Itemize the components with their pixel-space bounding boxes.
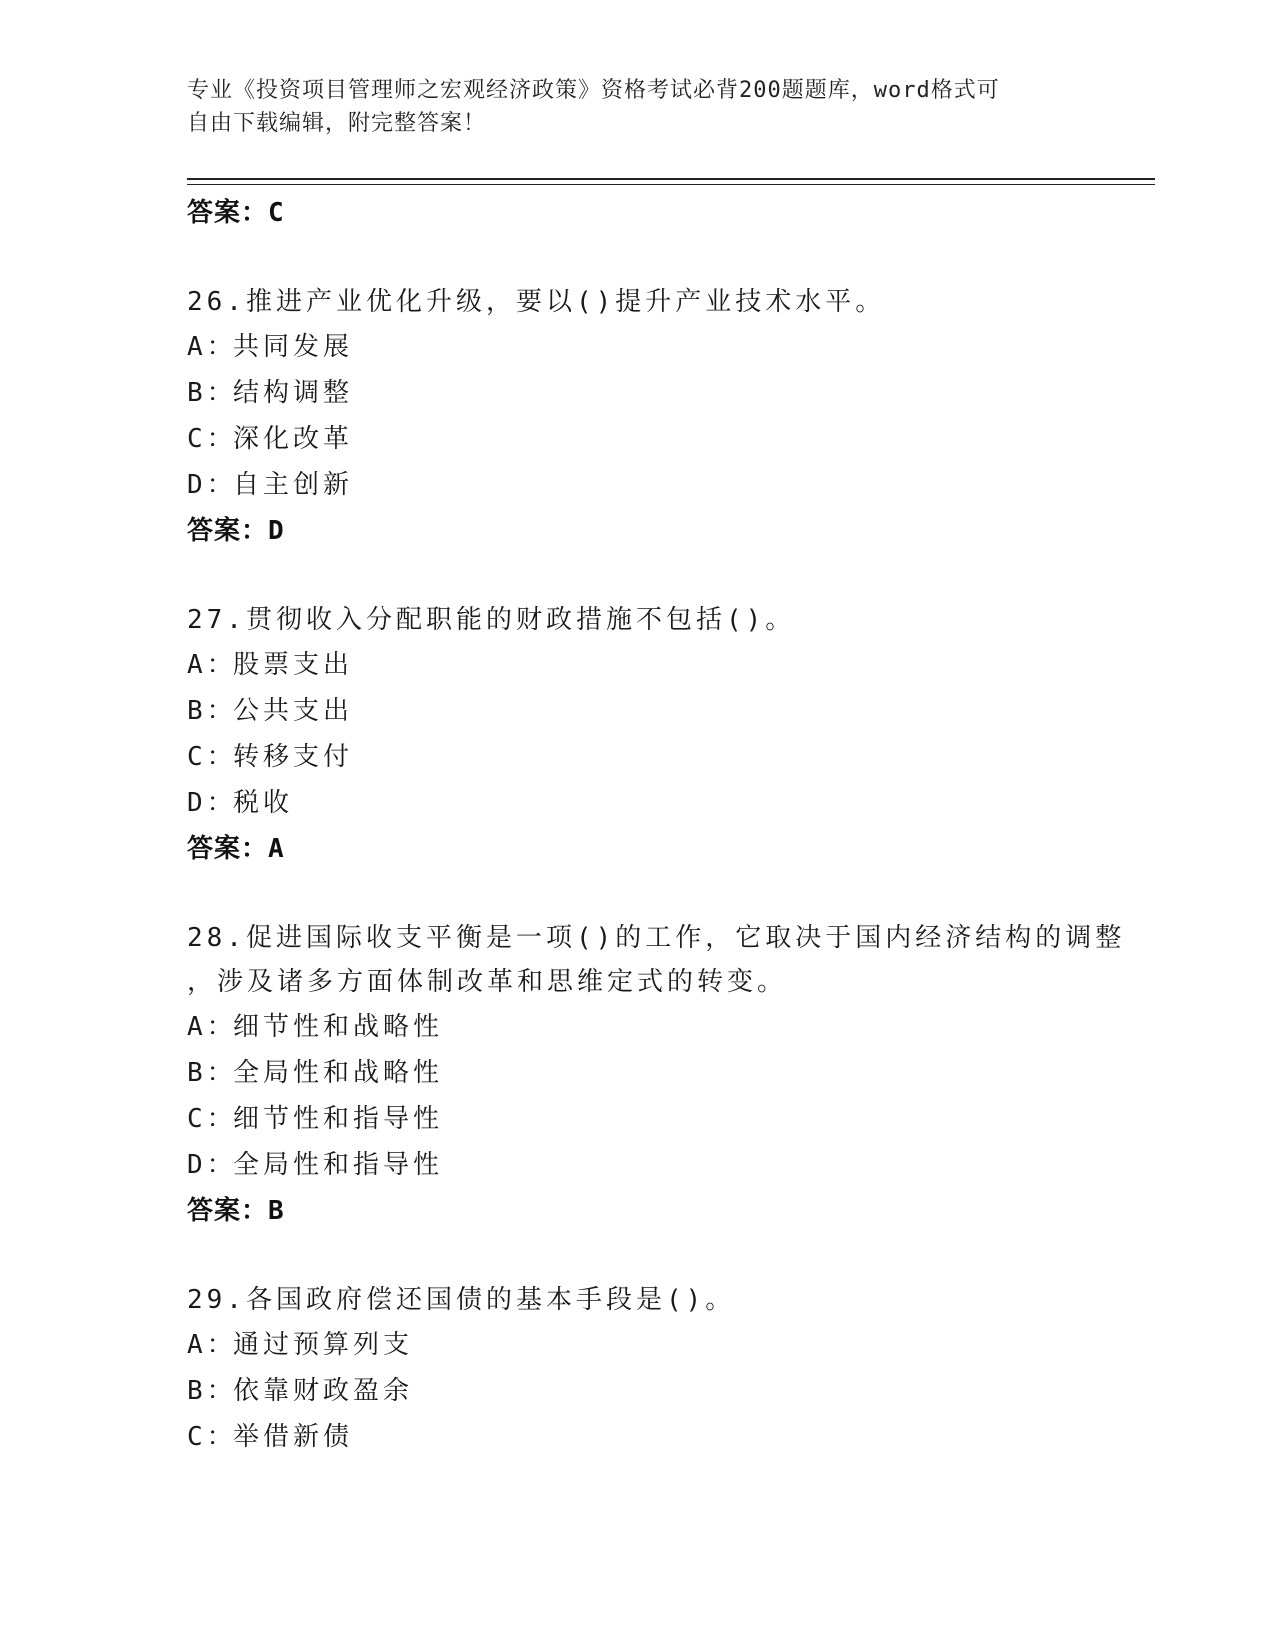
option-c <box>187 734 1155 780</box>
option-d <box>187 462 1155 508</box>
option-key: C： <box>187 424 237 454</box>
question-block-27 <box>187 598 1155 872</box>
question-text: 27.贯彻收入分配职能的财政措施不包括()。 <box>187 605 796 635</box>
option-key: C： <box>187 1422 237 1452</box>
option-key: D： <box>187 470 237 500</box>
option-key: B： <box>187 378 237 408</box>
answer-26: 答案：D <box>187 516 285 546</box>
option-b <box>187 688 1155 734</box>
question-text: 26.推进产业优化升级，要以()提升产业技术水平。 <box>187 287 886 317</box>
option-a <box>187 1004 1155 1050</box>
option-b <box>187 370 1155 416</box>
header-rule-thick <box>187 178 1155 180</box>
option-a <box>187 642 1155 688</box>
option-text: 税收 <box>233 788 294 818</box>
option-key: A： <box>187 1012 237 1042</box>
option-key: B： <box>187 696 237 726</box>
option-text: 公共支出 <box>233 696 354 726</box>
page-header <box>187 74 1087 140</box>
question-block-29 <box>187 1278 1155 1460</box>
spacer <box>187 554 1155 598</box>
question-block-28 <box>187 916 1155 1234</box>
option-text: 全局性和指导性 <box>233 1150 444 1180</box>
option-key: A： <box>187 650 237 680</box>
answer-28: 答案：B <box>187 1196 285 1226</box>
header-line-2: 自由下载编辑，附完整答案！ <box>187 111 487 136</box>
option-text: 自主创新 <box>233 470 354 500</box>
option-text: 通过预算列支 <box>233 1330 414 1360</box>
option-text: 全局性和战略性 <box>233 1058 444 1088</box>
option-key: D： <box>187 788 237 818</box>
option-text: 细节性和战略性 <box>233 1012 444 1042</box>
spacer <box>187 872 1155 916</box>
option-c <box>187 416 1155 462</box>
option-a <box>187 324 1155 370</box>
question-text: 29.各国政府偿还国债的基本手段是()。 <box>187 1285 736 1315</box>
option-key: C： <box>187 1104 237 1134</box>
option-text: 深化改革 <box>233 424 354 454</box>
option-text: 股票支出 <box>233 650 354 680</box>
spacer <box>187 236 1155 280</box>
option-key: A： <box>187 332 237 362</box>
option-text: 依靠财政盈余 <box>233 1376 414 1406</box>
option-c <box>187 1096 1155 1142</box>
option-key: B： <box>187 1376 237 1406</box>
header-line-1: 专业《投资项目管理师之宏观经济政策》资格考试必背200题题库，word格式可 <box>187 78 1000 103</box>
option-text: 共同发展 <box>233 332 354 362</box>
question-text-line-1: 28.促进国际收支平衡是一项()的工作，它取决于国内经济结构的调整 <box>187 923 1126 953</box>
question-block-26 <box>187 280 1155 554</box>
option-c <box>187 1414 1155 1460</box>
option-key: A： <box>187 1330 237 1360</box>
option-d <box>187 1142 1155 1188</box>
option-a <box>187 1322 1155 1368</box>
answer-previous: 答案：C <box>187 198 285 228</box>
option-b <box>187 1368 1155 1414</box>
question-text-line-2: ，涉及诸多方面体制改革和思维定式的转变。 <box>187 967 788 997</box>
option-d <box>187 780 1155 826</box>
question-list <box>187 190 1155 1460</box>
option-b <box>187 1050 1155 1096</box>
option-key: C： <box>187 742 237 772</box>
option-text: 转移支付 <box>233 742 354 772</box>
spacer <box>187 1234 1155 1278</box>
option-key: B： <box>187 1058 237 1088</box>
option-key: D： <box>187 1150 237 1180</box>
answer-27: 答案：A <box>187 834 285 864</box>
option-text: 细节性和指导性 <box>233 1104 444 1134</box>
header-rule-thin <box>187 184 1155 185</box>
option-text: 结构调整 <box>233 378 354 408</box>
option-text: 举借新债 <box>233 1422 354 1452</box>
